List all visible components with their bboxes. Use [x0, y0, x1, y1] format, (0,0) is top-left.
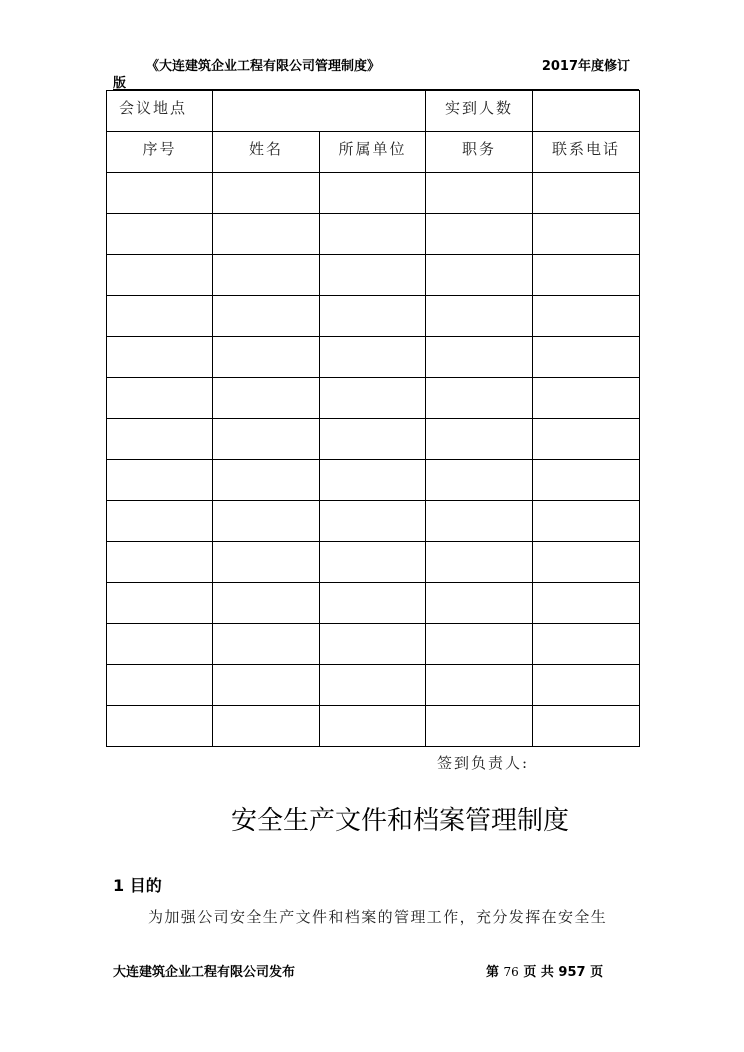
table-cell-text: [320, 706, 425, 712]
table-cell[interactable]: [320, 624, 426, 665]
table-cell[interactable]: [107, 501, 213, 542]
table-cell[interactable]: [320, 419, 426, 460]
table-cell-text: [320, 337, 425, 343]
attendees-value: [533, 91, 639, 97]
attendees-value-cell[interactable]: [533, 91, 640, 132]
table-cell[interactable]: [533, 255, 640, 296]
table-cell-text: [533, 419, 639, 425]
table-cell[interactable]: [533, 501, 640, 542]
table-cell-text: [107, 583, 212, 589]
table-row: [107, 542, 640, 583]
footer-publisher: 大连建筑企业工程有限公司发布: [113, 965, 296, 980]
page-suffix: 页: [590, 965, 604, 980]
table-cell-text: [533, 624, 639, 630]
table-cell-text: [320, 378, 425, 384]
header-edition: 2017年度修订: [541, 59, 630, 74]
table-cell[interactable]: [107, 624, 213, 665]
table-cell-text: [213, 460, 319, 466]
table-cell[interactable]: [533, 214, 640, 255]
table-cell[interactable]: [320, 583, 426, 624]
table-cell[interactable]: [107, 173, 213, 214]
table-cell-text: [426, 214, 532, 220]
table-row: [107, 296, 640, 337]
table-row: [107, 624, 640, 665]
page-mid: 页 共: [523, 965, 554, 980]
attendees-label-cell: [426, 91, 533, 132]
table-cell-text: [107, 214, 212, 220]
table-cell-text: [320, 460, 425, 466]
table-cell[interactable]: [426, 378, 533, 419]
table-cell-text: [107, 296, 212, 302]
table-cell[interactable]: [426, 296, 533, 337]
table-cell-text: [533, 542, 639, 548]
table-cell[interactable]: [213, 173, 320, 214]
table-cell[interactable]: [426, 542, 533, 583]
table-cell[interactable]: [107, 665, 213, 706]
table-cell[interactable]: [213, 583, 320, 624]
table-cell[interactable]: [107, 296, 213, 337]
table-cell-text: [426, 583, 532, 589]
table-cell-text: [213, 337, 319, 343]
table-cell[interactable]: [533, 460, 640, 501]
table-row: [107, 460, 640, 501]
table-row: [107, 214, 640, 255]
table-cell-text: [320, 255, 425, 261]
table-cell-text: [213, 706, 319, 712]
page-number: 76: [503, 965, 519, 979]
table-cell-text: [426, 419, 532, 425]
table-cell-text: [213, 583, 319, 589]
table-cell[interactable]: [533, 542, 640, 583]
table-cell[interactable]: [426, 624, 533, 665]
page-total: 957: [558, 965, 586, 980]
attendees-label: 实到人数: [444, 99, 513, 117]
table-row: [107, 501, 640, 542]
table-cell-text: [107, 501, 212, 507]
table-cell-text: [107, 706, 212, 712]
table-cell-text: [107, 419, 212, 425]
table-cell-text: [533, 378, 639, 384]
table-cell[interactable]: [107, 255, 213, 296]
table-cell-text: [533, 255, 639, 261]
table-cell[interactable]: [320, 214, 426, 255]
footer-page-info: [486, 961, 603, 980]
table-cell-text: [426, 542, 532, 548]
column-header-unit: 所属单位: [338, 140, 407, 158]
table-cell-text: [533, 501, 639, 507]
table-cell-text: [426, 501, 532, 507]
table-cell[interactable]: [533, 665, 640, 706]
table-cell[interactable]: [107, 460, 213, 501]
meeting-place-label-cell: [107, 91, 213, 132]
table-cell[interactable]: [213, 460, 320, 501]
table-cell-text: [213, 665, 319, 671]
table-cell-text: [320, 583, 425, 589]
table-cell[interactable]: [533, 378, 640, 419]
table-cell-text: [426, 624, 532, 630]
table-cell-text: [533, 214, 639, 220]
table-row: [107, 583, 640, 624]
table-cell-text: [107, 665, 212, 671]
table-cell[interactable]: [533, 337, 640, 378]
table-cell[interactable]: [320, 337, 426, 378]
table-cell[interactable]: [320, 706, 426, 747]
table-cell-text: [107, 624, 212, 630]
table-cell-text: [320, 296, 425, 302]
page-prefix: 第: [486, 965, 500, 980]
table-cell[interactable]: [533, 173, 640, 214]
table-cell[interactable]: [213, 296, 320, 337]
document-title: 安全生产文件和档案管理制度: [230, 806, 569, 836]
table-cell[interactable]: [320, 460, 426, 501]
column-header: [107, 132, 213, 173]
table-cell-text: [320, 214, 425, 220]
table-cell[interactable]: [533, 583, 640, 624]
meeting-place-value: [213, 91, 425, 97]
table-cell[interactable]: [107, 214, 213, 255]
table-cell-text: [213, 419, 319, 425]
table-cell-text: [533, 706, 639, 712]
table-cell-text: [426, 173, 532, 179]
meeting-place-label: 会议地点: [119, 99, 188, 117]
table-cell[interactable]: [426, 255, 533, 296]
table-cell[interactable]: [426, 583, 533, 624]
table-cell-text: [213, 173, 319, 179]
header-edition-wrap: 版: [113, 76, 127, 91]
column-header: [320, 132, 426, 173]
table-cell-text: [107, 337, 212, 343]
table-cell-text: [320, 542, 425, 548]
table-cell[interactable]: [107, 337, 213, 378]
table-cell[interactable]: [533, 624, 640, 665]
table-cell-text: [426, 255, 532, 261]
table-cell-text: [213, 214, 319, 220]
column-header: [213, 132, 320, 173]
table-cell[interactable]: [213, 542, 320, 583]
meeting-place-value-cell[interactable]: [213, 91, 426, 132]
section-heading: 1 目的: [113, 876, 162, 895]
table-cell-text: [320, 501, 425, 507]
table-cell-text: [533, 460, 639, 466]
table-cell-text: [107, 173, 212, 179]
table-cell[interactable]: [107, 542, 213, 583]
section-paragraph: 为加强公司安全生产文件和档案的管理工作，充分发挥在安全生: [148, 908, 608, 926]
table-cell-text: [213, 542, 319, 548]
table-cell-text: [426, 296, 532, 302]
table-row: [107, 173, 640, 214]
table-row: [107, 419, 640, 460]
table-cell[interactable]: [533, 706, 640, 747]
table-cell-text: [213, 624, 319, 630]
table-cell[interactable]: [533, 419, 640, 460]
column-header-no: 序号: [142, 140, 177, 158]
column-header: [426, 132, 533, 173]
table-cell[interactable]: [107, 583, 213, 624]
meeting-info-row: [107, 91, 640, 132]
table-row: [107, 665, 640, 706]
table-cell[interactable]: [426, 501, 533, 542]
table-cell[interactable]: [426, 337, 533, 378]
table-cell[interactable]: [320, 255, 426, 296]
table-row: [107, 255, 640, 296]
table-cell-text: [320, 419, 425, 425]
table-cell[interactable]: [320, 501, 426, 542]
table-cell[interactable]: [426, 214, 533, 255]
table-cell-text: [213, 378, 319, 384]
table-cell[interactable]: [213, 706, 320, 747]
table-row: [107, 706, 640, 747]
table-cell[interactable]: [320, 665, 426, 706]
table-cell[interactable]: [107, 378, 213, 419]
column-header-position: 职务: [461, 140, 496, 158]
table-cell-text: [107, 255, 212, 261]
table-header-row: [107, 132, 640, 173]
table-cell[interactable]: [107, 706, 213, 747]
table-body: [107, 173, 640, 747]
table-cell-text: [533, 296, 639, 302]
table-cell[interactable]: [320, 173, 426, 214]
table-cell[interactable]: [213, 214, 320, 255]
table-cell-text: [426, 665, 532, 671]
table-cell-text: [213, 296, 319, 302]
table-cell-text: [426, 706, 532, 712]
table-cell[interactable]: [213, 501, 320, 542]
table-cell[interactable]: [426, 665, 533, 706]
table-cell[interactable]: [426, 706, 533, 747]
table-row: [107, 337, 640, 378]
table-cell-text: [533, 665, 639, 671]
table-cell[interactable]: [426, 419, 533, 460]
table-cell[interactable]: [107, 419, 213, 460]
table-cell[interactable]: [213, 624, 320, 665]
signer-label: 签到负责人:: [437, 754, 530, 772]
table-cell-text: [426, 378, 532, 384]
column-header: [533, 132, 640, 173]
table-cell[interactable]: [426, 173, 533, 214]
table-cell-text: [107, 378, 212, 384]
table-cell[interactable]: [426, 460, 533, 501]
table-cell[interactable]: [320, 542, 426, 583]
table-cell-text: [533, 173, 639, 179]
table-cell[interactable]: [213, 337, 320, 378]
table-cell[interactable]: [213, 255, 320, 296]
table-cell[interactable]: [533, 296, 640, 337]
sign-in-table: [106, 90, 640, 747]
table-cell-text: [107, 460, 212, 466]
table-cell[interactable]: [213, 419, 320, 460]
table-cell-text: [426, 460, 532, 466]
column-header-phone: 联系电话: [551, 140, 620, 158]
table-cell-text: [533, 337, 639, 343]
table-cell[interactable]: [320, 296, 426, 337]
table-cell[interactable]: [213, 378, 320, 419]
table-cell-text: [107, 542, 212, 548]
table-row: [107, 378, 640, 419]
table-cell-text: [320, 665, 425, 671]
table-cell-text: [320, 173, 425, 179]
table-cell-text: [426, 337, 532, 343]
table-cell[interactable]: [213, 665, 320, 706]
column-header-name: 姓名: [248, 140, 283, 158]
table-cell[interactable]: [320, 378, 426, 419]
header-title: 《大连建筑企业工程有限公司管理制度》: [146, 59, 381, 74]
table-cell-text: [533, 583, 639, 589]
table-cell-text: [320, 624, 425, 630]
table-cell-text: [213, 255, 319, 261]
table-cell-text: [213, 501, 319, 507]
